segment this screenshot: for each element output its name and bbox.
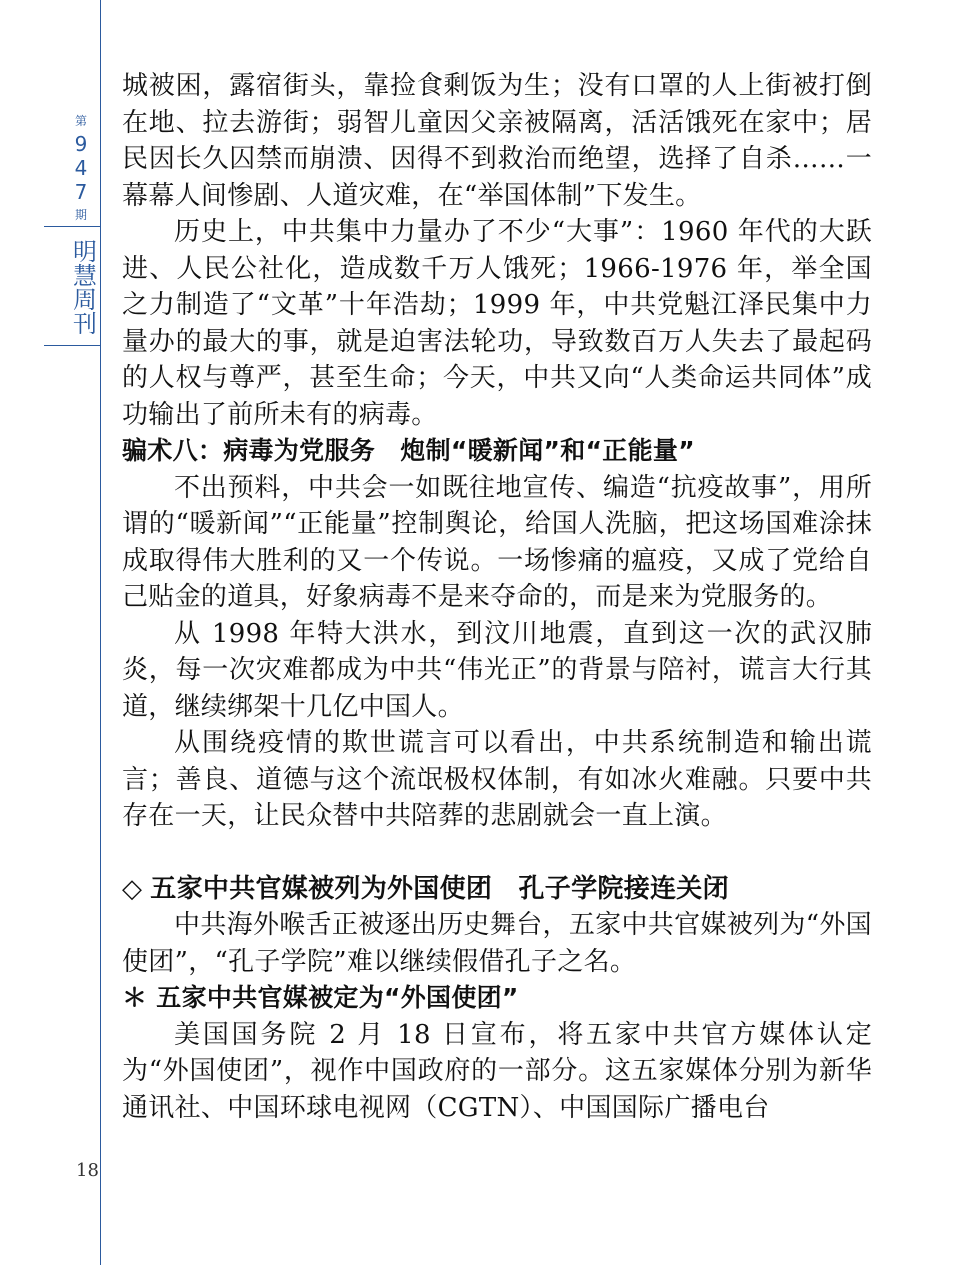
subheading-foreign-missions: ＊ 五家中共官媒被定为“外国使团” bbox=[122, 983, 519, 1012]
issue-prefix: 第 bbox=[74, 114, 87, 128]
magazine-char: 明 bbox=[73, 238, 97, 266]
issue-suffix: 期 bbox=[74, 208, 87, 222]
magazine-char: 刊 bbox=[73, 310, 97, 338]
paragraph: 历史上，中共集中力量办了不少“大事”：1960 年代的大跃进、人民公社化，造成数千万人饿死；1966-1976 年，举全国之力制造了“文革”十年浩劫；1999 年，中共党魁江泽民集中力量办的最大的事，就是迫害法轮功，导致数百万人失去了最起码的人权与尊严，甚至生命；今天，中共又向“人类命运共同体”成功输出了前所未有的病毒。 bbox=[122, 217, 872, 430]
magazine-char: 周 bbox=[73, 286, 97, 314]
issue-digit: 7 bbox=[74, 180, 88, 204]
magazine-title bbox=[70, 240, 100, 336]
issue-number bbox=[64, 110, 98, 226]
issue-digit: 4 bbox=[74, 156, 88, 180]
sidebar-rule bbox=[100, 0, 101, 1265]
paragraph: 美国国务院 2 月 18 日宣布，将五家中共官方媒体认定为“外国使团”，视作中国政府的一部分。这五家媒体分别为新华通讯社、中国环球电视网（CGTN）、中国国际广播电台 bbox=[122, 1019, 872, 1123]
paragraph: 从 1998 年特大洪水，到汶川地震，直到这一次的武汉肺炎，每一次灾难都成为中共“伟光正”的背景与陪衬，谎言大行其道，继续绑架十几亿中国人。 bbox=[122, 618, 872, 722]
subheading-scam-eight: 骗术八：病毒为党服务 炮制“暖新闻”和“正能量” bbox=[122, 436, 695, 465]
paragraph: 中共海外喉舌正被逐出历史舞台，五家中共官媒被列为“外国使团”，“孔子学院”难以继续假借孔子之名。 bbox=[122, 910, 872, 977]
issue-digit: 9 bbox=[74, 132, 88, 156]
section-heading-text: 五家中共官媒被列为外国使团 孔子学院接连关闭 bbox=[150, 873, 729, 904]
paragraph: 不出预料，中共会一如既往地宣传、编造“抗疫故事”，用所谓的“暖新闻”“正能量”控制舆论，给国人洗脑，把这场国难涂抹成取得伟大胜利的又一个传说。一场惨痛的瘟疫，又成了党给自己贴金的道具，好象病毒不是来夺命的，而是来为党服务的。 bbox=[122, 472, 872, 612]
article-body bbox=[122, 68, 872, 1126]
sidebar-divider-top bbox=[44, 226, 101, 227]
sidebar-divider-bottom bbox=[44, 345, 101, 346]
section-heading bbox=[122, 871, 872, 908]
magazine-char: 慧 bbox=[73, 262, 97, 290]
paragraph: 从围绕疫情的欺世谎言可以看出，中共系统制造和输出谎言；善良、道德与这个流氓极权体制，有如冰火难融。只要中共存在一天，让民众替中共陪葬的悲剧就会一直上演。 bbox=[122, 728, 872, 831]
page-number: 18 bbox=[76, 1160, 99, 1181]
diamond-icon: ◇ bbox=[122, 873, 143, 904]
paragraph: 城被困，露宿街头，靠捡食剩饭为生；没有口罩的人上街被打倒在地、拉去游街；弱智儿童因父亲被隔离，活活饿死在家中；居民因长久囚禁而崩溃、因得不到救治而绝望，选择了自杀……一幕幕人间惨剧、人道灾难，在“举国体制”下发生。 bbox=[122, 71, 872, 211]
